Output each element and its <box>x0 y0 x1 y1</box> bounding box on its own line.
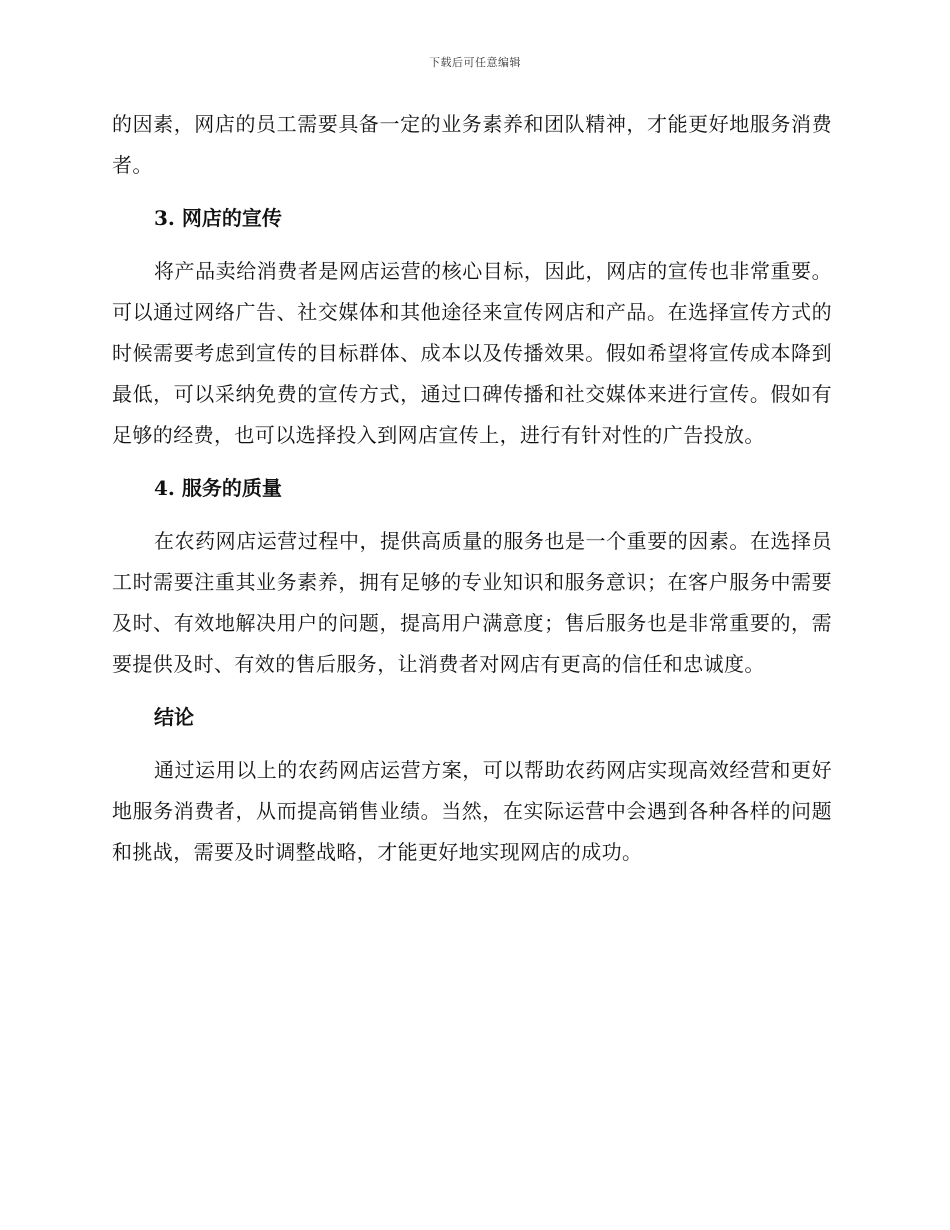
spacer <box>112 186 832 198</box>
spacer <box>112 239 832 251</box>
spacer <box>112 456 832 468</box>
spacer <box>112 685 832 697</box>
paragraph-continuation: 的因素，网店的员工需要具备一定的业务素养和团队精神，才能更好地服务消费者。 <box>112 112 832 177</box>
section-heading-service-quality: 4. 服务的质量 <box>154 476 282 500</box>
document-body <box>112 104 832 873</box>
paragraph-service-quality: 在农药网店运营过程中，提供高质量的服务也是一个重要的因素。在选择员工时需要注重其业务素养，拥有足够的专业知识和服务意识；在客户服务中需要及时、有效地解决用户的问题，提高用户满意度；售后服务也是非常重要的，需要提供及时、有效的售后服务，让消费者对网店有更高的信任和忠诚度。 <box>112 529 832 676</box>
page-header: 下载后可任意编辑 <box>429 56 521 69</box>
paragraph-conclusion: 通过运用以上的农药网店运营方案，可以帮助农药网店实现高效经营和更好地服务消费者，从而提高销售业绩。当然，在实际运营中会遇到各种各样的问题和挑战，需要及时调整战略，才能更好地实现网店的成功。 <box>112 758 832 864</box>
spacer <box>112 738 832 750</box>
paragraph-promotion: 将产品卖给消费者是网店运营的核心目标，因此，网店的宣传也非常重要。可以通过网络广告、社交媒体和其他途径来宣传网店和产品。在选择宣传方式的时候需要考虑到宣传的目标群体、成本以及传播效果。假如希望将宣传成本降到最低，可以采纳免费的宣传方式，通过口碑传播和社交媒体来进行宣传。假如有足够的经费，也可以选择投入到网店宣传上，进行有针对性的广告投放。 <box>112 259 832 447</box>
spacer <box>112 509 832 521</box>
section-heading-promotion: 3. 网店的宣传 <box>154 206 282 230</box>
section-heading-conclusion: 结论 <box>154 705 194 729</box>
